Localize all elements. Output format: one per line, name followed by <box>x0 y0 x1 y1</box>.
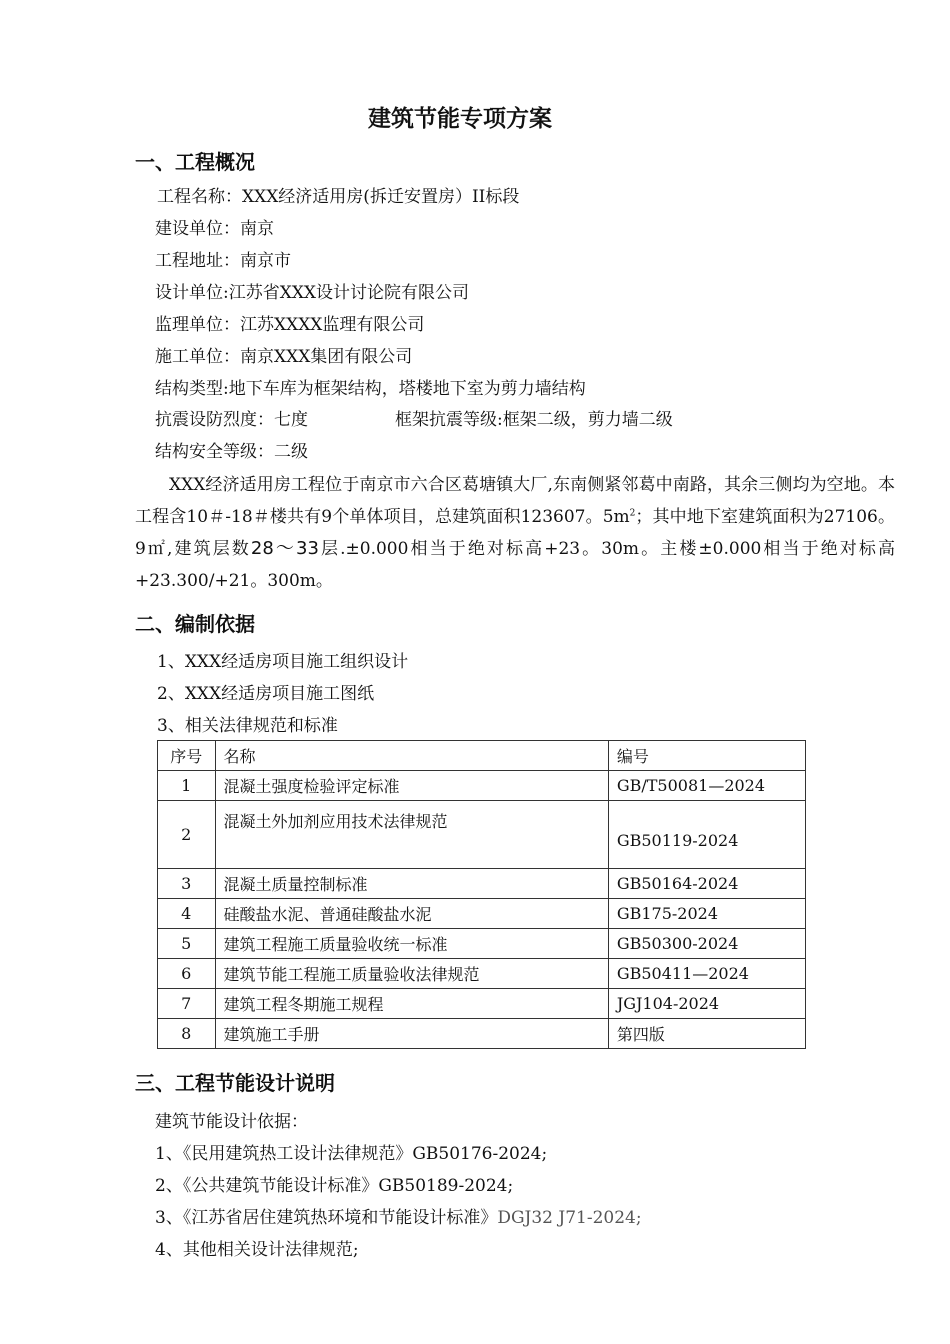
cell-code: 第四版 <box>608 1019 805 1049</box>
cell-index: 5 <box>158 929 216 959</box>
cell-index: 8 <box>158 1019 216 1049</box>
desc-part-a: XXX经济适用房工程位于南京市六合区葛塘镇大厂,东南侧紧邻葛中南路，其余三侧均为空地。本工程含10＃-18＃楼共有9个单体项目，总建筑面积123607。5m <box>135 475 895 527</box>
cell-name: 混凝土外加剂应用技术法律规范 <box>215 801 608 869</box>
header-index: 序号 <box>158 741 216 771</box>
cell-name: 建筑工程冬期施工规程 <box>215 989 608 1019</box>
desc-superscript: 2 <box>629 507 636 518</box>
table-row <box>158 929 806 959</box>
cell-index: 3 <box>158 869 216 899</box>
standards-table <box>157 740 806 1049</box>
design-basis-item-3 <box>155 1206 642 1230</box>
section-heading-overview: 一、工程概况 <box>135 150 255 174</box>
table-row <box>158 1019 806 1049</box>
design-basis-item-1: 1、《民用建筑热工设计法律规范》GB50176-2024; <box>155 1144 548 1164</box>
desc-part-c: 层.±0.000相当于绝对标高+23。30m。主楼±0.000相当于绝对标高+23.300/+21。300m。 <box>135 539 895 591</box>
section-heading-energy-design: 三、工程节能设计说明 <box>135 1071 335 1095</box>
table-row <box>158 869 806 899</box>
field-structure-type: 结构类型:地下车库为框架结构，塔楼地下室为剪力墙结构 <box>155 379 586 399</box>
cell-name: 混凝土质量控制标准 <box>215 869 608 899</box>
design-basis-intro: 建筑节能设计依据： <box>155 1112 308 1132</box>
cell-name: 建筑工程施工质量验收统一标准 <box>215 929 608 959</box>
header-code: 编号 <box>608 741 805 771</box>
table-header-row <box>158 741 806 771</box>
document-title: 建筑节能专项方案 <box>368 106 552 132</box>
cell-name: 混凝土强度检验评定标准 <box>215 771 608 801</box>
cell-name: 硅酸盐水泥、普通硅酸盐水泥 <box>215 899 608 929</box>
cell-code: GB175-2024 <box>608 899 805 929</box>
field-contractor: 施工单位：南京XXX集团有限公司 <box>155 347 413 367</box>
table-row <box>158 801 806 869</box>
basis-item-1: 1、XXX经适房项目施工组织设计 <box>157 652 409 672</box>
section-heading-basis: 二、编制依据 <box>135 612 255 636</box>
cell-name: 建筑节能工程施工质量验收法律规范 <box>215 959 608 989</box>
table-row <box>158 989 806 1019</box>
cell-index: 7 <box>158 989 216 1019</box>
cell-code: GB50119-2024 <box>608 801 805 869</box>
table-row <box>158 959 806 989</box>
cell-code: GB50411—2024 <box>608 959 805 989</box>
cell-index: 1 <box>158 771 216 801</box>
design-basis-item-3-text: 3、《江苏省居住建筑热环境和节能设计标准》 <box>155 1208 498 1228</box>
field-seismic-intensity: 抗震设防烈度：七度 <box>155 410 308 430</box>
cell-index: 6 <box>158 959 216 989</box>
cell-index: 2 <box>158 801 216 869</box>
header-name: 名称 <box>215 741 608 771</box>
field-designer: 设计单位:江苏省XXX设计讨论院有限公司 <box>155 283 470 303</box>
table-row <box>158 899 806 929</box>
field-supervisor: 监理单位：江苏XXXX监理有限公司 <box>155 315 425 335</box>
field-safety-grade: 结构安全等级：二级 <box>155 442 308 462</box>
basis-item-3: 3、相关法律规范和标准 <box>157 716 338 736</box>
field-client: 建设单位：南京 <box>155 219 274 239</box>
design-basis-item-3-code: DGJ32 J71-2024; <box>497 1208 642 1228</box>
field-project-name: 工程名称：XXX经济适用房(拆迁安置房）II标段 <box>157 187 520 207</box>
table-row <box>158 771 806 801</box>
field-address: 工程地址：南京市 <box>155 251 291 271</box>
cell-code: GB/T50081—2024 <box>608 771 805 801</box>
design-basis-item-2: 2、《公共建筑节能设计标准》GB50189-2024; <box>155 1176 514 1196</box>
cell-code: GB50164-2024 <box>608 869 805 899</box>
desc-floors: 28～33 <box>250 538 319 559</box>
cell-code: JGJ104-2024 <box>608 989 805 1019</box>
basis-item-2: 2、XXX经适房项目施工图纸 <box>157 684 375 704</box>
cell-name: 建筑施工手册 <box>215 1019 608 1049</box>
design-basis-item-4: 4、其他相关设计法律规范; <box>155 1240 359 1260</box>
cell-index: 4 <box>158 899 216 929</box>
cell-code: GB50300-2024 <box>608 929 805 959</box>
desc-part-b: ；其中地下室建筑面积为27106。9㎡,建筑层数 <box>135 506 895 559</box>
field-seismic-grade: 框架抗震等级:框架二级，剪力墙二级 <box>395 410 673 430</box>
project-description <box>135 470 895 597</box>
